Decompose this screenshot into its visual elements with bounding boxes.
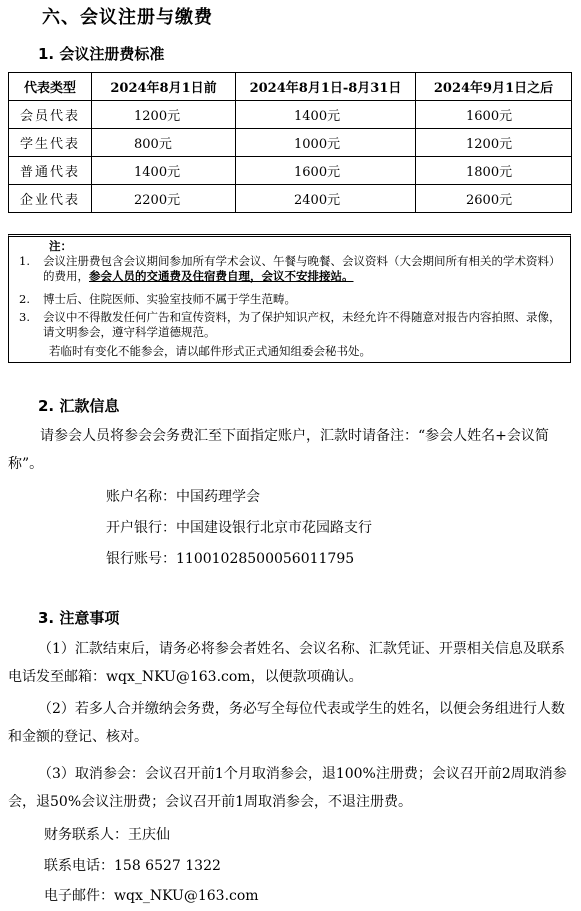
table-row	[9, 157, 572, 185]
fee-table-header	[9, 73, 572, 101]
fee-early: 2200元	[92, 185, 236, 213]
note-item	[19, 292, 564, 308]
bank-name: 开户银行：中国建设银行北京市花园路支行	[106, 520, 372, 536]
column-header: 2024年9月1日之后	[416, 73, 572, 101]
column-header: 2024年8月1日前	[92, 73, 236, 101]
section-title: 六、会议注册与缴费	[42, 7, 213, 28]
note-number: 2.	[19, 292, 30, 306]
fee-mid: 1000元	[236, 129, 416, 157]
contact-phone: 联系电话：158 6527 1322	[44, 858, 221, 874]
table-row	[9, 101, 572, 129]
fee-early: 800元	[92, 129, 236, 157]
notice-heading: 3. 注意事项	[38, 609, 120, 627]
delegate-type: 会员代表	[9, 101, 92, 129]
fee-early: 1200元	[92, 101, 236, 129]
table-row	[9, 185, 572, 213]
delegate-type: 企业代表	[9, 185, 92, 213]
finance-contact: 财务联系人：王庆仙	[44, 827, 170, 843]
note-item	[19, 254, 564, 286]
note-number: 3.	[19, 310, 30, 324]
fee-heading: 1. 会议注册费标准	[38, 45, 165, 63]
column-header: 2024年8月1日-8月31日	[236, 73, 416, 101]
remit-heading: 2. 汇款信息	[38, 397, 120, 415]
notes-footer: 若临时有变化不能参会，请以邮件形式正式通知组委会秘书处。	[49, 344, 371, 358]
fee-notes	[8, 234, 571, 363]
note-number: 1.	[19, 254, 30, 268]
note-text: 博士后、住院医师、实验室技师不属于学生范畴。	[43, 292, 296, 306]
fee-late: 2600元	[416, 185, 572, 213]
remit-intro: 请参会人员将参会会务费汇至下面指定账户，汇款时请备注：“参会人姓名+会议简称”。	[8, 428, 549, 472]
contact-email: 电子邮件：wqx_NKU@163.com	[44, 888, 259, 904]
note-text: 会议中不得散发任何广告和宣传资料，为了保护知识产权，未经允许不得随意对报告内容拍照、录像，请文明参会，遵守科学道德规范。	[43, 310, 561, 339]
fee-mid: 2400元	[236, 185, 416, 213]
fee-late: 1200元	[416, 129, 572, 157]
fee-mid: 1400元	[236, 101, 416, 129]
account-name: 账户名称：中国药理学会	[106, 489, 260, 505]
notice-item: （2）若多人合并缴纳会务费，务必写全每位代表或学生的姓名，以便会务组进行人数和金额的登记、核对。	[8, 701, 565, 745]
notes-label: 注：	[49, 239, 72, 253]
note-item	[19, 310, 564, 342]
fee-early: 1400元	[92, 157, 236, 185]
notice-item: （3）取消参会：会议召开前1个月取消参会，退100%注册费；会议召开前2周取消参会，退50%会议注册费；会议召开前1周取消参会，不退注册费。	[8, 766, 567, 810]
fee-table	[8, 72, 572, 213]
account-number: 银行账号：11001028500056011795	[106, 551, 355, 567]
delegate-type: 学生代表	[9, 129, 92, 157]
fee-mid: 1600元	[236, 157, 416, 185]
fee-late: 1800元	[416, 157, 572, 185]
fee-late: 1600元	[416, 101, 572, 129]
delegate-type: 普通代表	[9, 157, 92, 185]
note-emphasis: 参会人员的交通费及住宿费自理，会议不安排接站。	[89, 269, 354, 283]
notice-item: （1）汇款结束后，请务必将参会者姓名、会议名称、汇款凭证、开票相关信息及联系电话发至邮箱：wqx_NKU@163.com，以便款项确认。	[8, 641, 565, 685]
column-header: 代表类型	[9, 73, 92, 101]
note-text: 会议注册费包含会议期间参加所有学术会议、午餐与晚餐、会议资料（大会期间所有相关的学术资料）的费用，	[43, 254, 561, 283]
table-row	[9, 129, 572, 157]
